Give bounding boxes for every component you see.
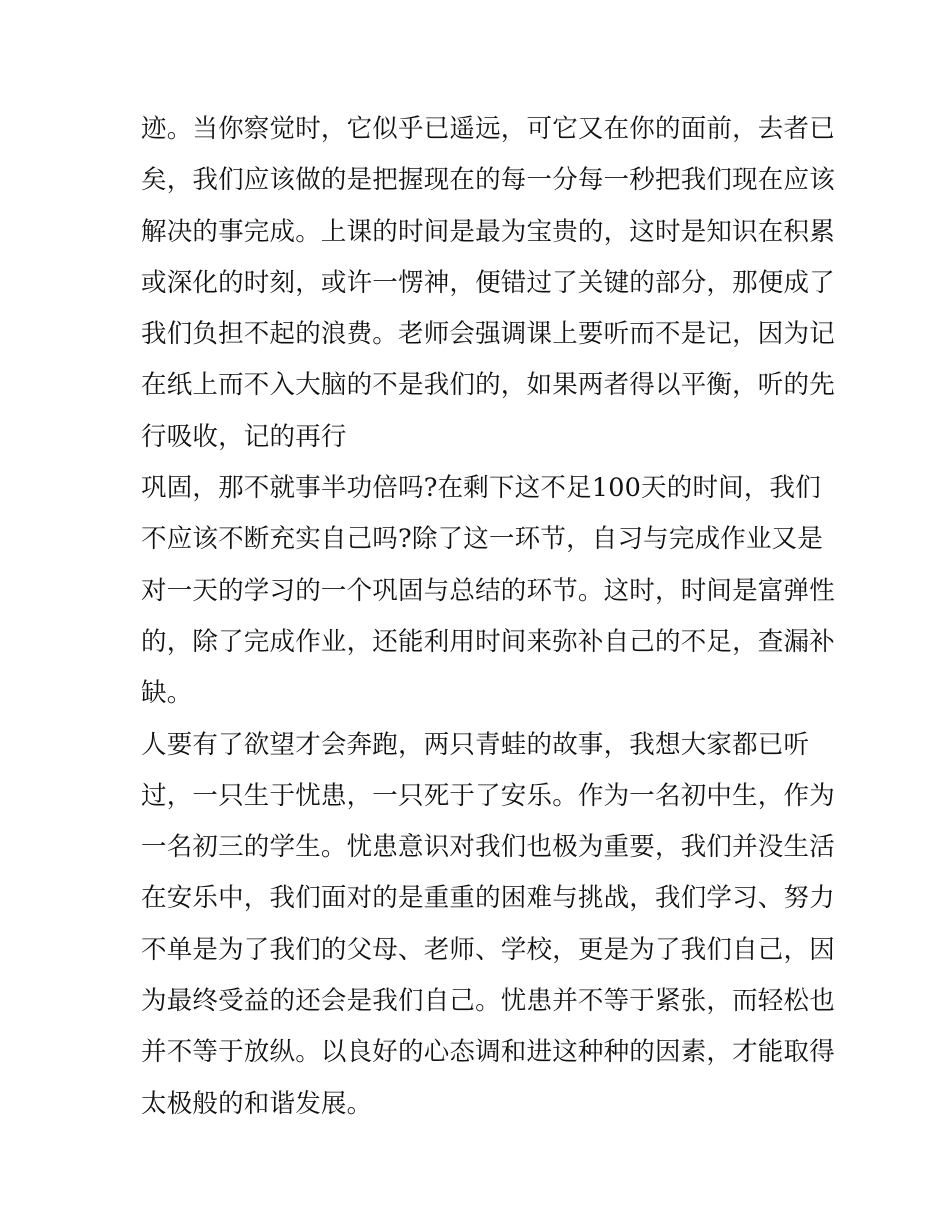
text-line: 对一天的学习的一个巩固与总结的环节。这时，时间是富弹性	[141, 575, 835, 606]
text-line: 为最终受益的还会是我们自己。忧患并不等于紧张，而轻松也	[141, 986, 835, 1017]
text-line: 在纸上而不入大脑的不是我们的，如果两者得以平衡，听的先	[141, 370, 835, 401]
text-line: 的，除了完成作业，还能利用时间来弥补自己的不足，查漏补	[141, 626, 835, 657]
text-line: 解决的事完成。上课的时间是最为宝贵的，这时是知识在积累	[141, 216, 835, 247]
text-line: 一名初三的学生。忧患意识对我们也极为重要，我们并没生活	[141, 832, 835, 863]
text-line: 并不等于放纵。以良好的心态调和进这种种的因素，才能取得	[141, 1037, 835, 1068]
text-line: 过，一只生于忧患，一只死于了安乐。作为一名初中生，作为	[141, 780, 835, 811]
document-body	[141, 104, 835, 1130]
text-line: 迹。当你察觉时，它似乎已遥远，可它又在你的面前，去者已	[141, 114, 835, 144]
text-line: 矣，我们应该做的是把握现在的每一分每一秒把我们现在应该	[141, 165, 835, 196]
text-line: 我们负担不起的浪费。老师会强调课上要听而不是记，因为记	[141, 319, 835, 350]
text-line: 不应该不断充实自己吗?除了这一环节，自习与完成作业又是	[141, 524, 824, 555]
text-line: 在安乐中，我们面对的是重重的困难与挑战，我们学习、努力	[141, 883, 835, 914]
text-line: 行吸收，记的再行	[141, 421, 347, 452]
text-line: 巩固，那不就事半功倍吗?在剩下这不足100天的时间，我们	[141, 473, 821, 504]
text-line: 太极般的和谐发展。	[141, 1088, 373, 1119]
text-line: 不单是为了我们的父母、老师、学校，更是为了我们自己，因	[141, 934, 835, 965]
text-line: 人要有了欲望才会奔跑，两只青蛙的故事，我想大家都已听	[141, 729, 810, 760]
text-line: 或深化的时刻，或许一愣神，便错过了关键的部分，那便成了	[141, 267, 835, 298]
text-line: 缺。	[141, 678, 193, 709]
